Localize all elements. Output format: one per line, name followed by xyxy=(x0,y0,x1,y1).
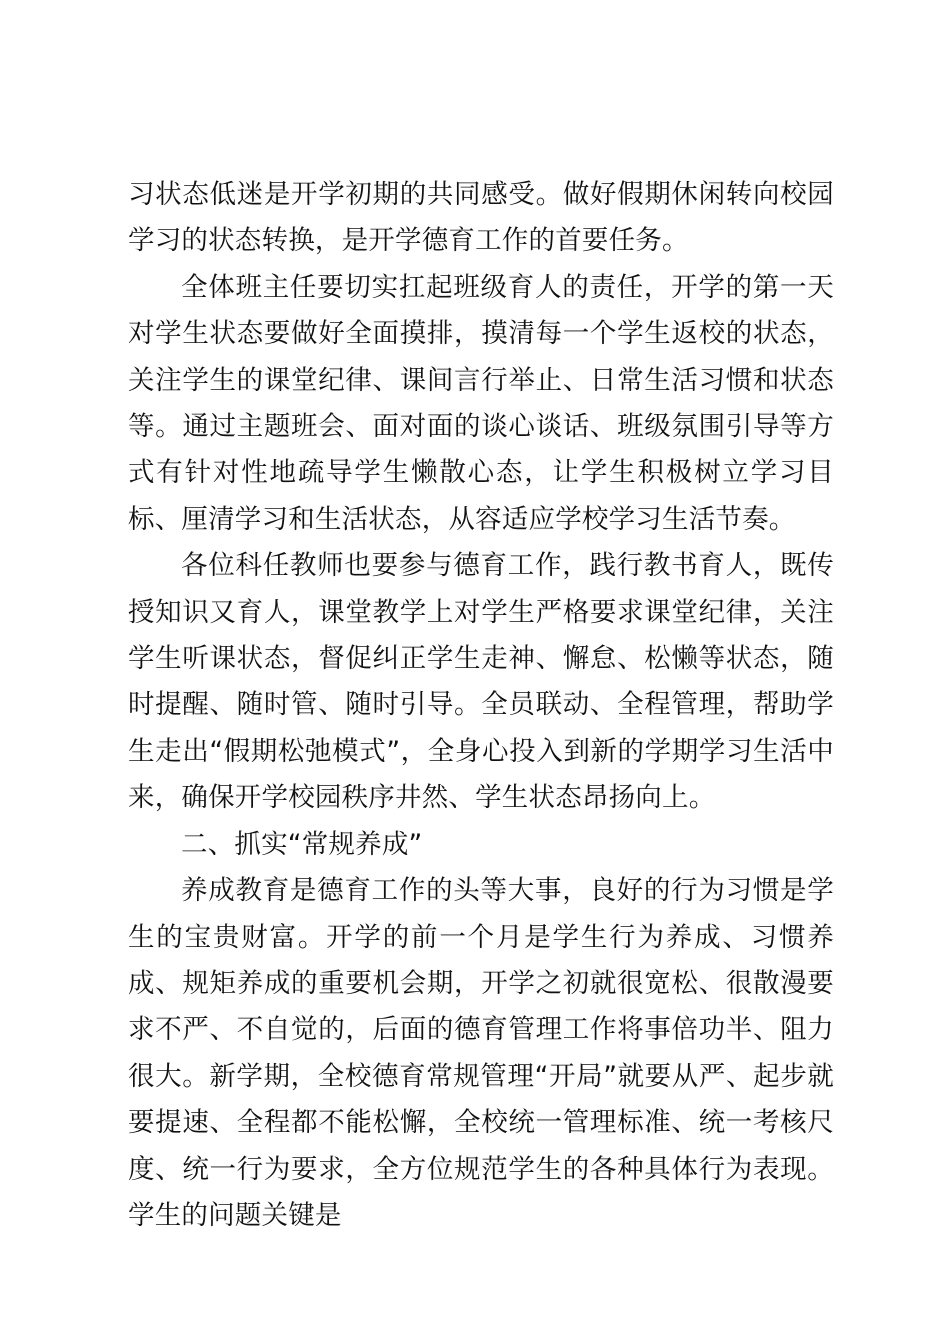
paragraph-1: 习状态低迷是开学初期的共同感受。做好假期休闲转向校园学习的状态转换，是开学德育工作的首要任务。 xyxy=(128,179,834,257)
document-body xyxy=(128,172,834,1239)
section-heading-2: 二、抓实“常规养成” xyxy=(181,828,423,860)
paragraph-2: 全体班主任要切实扛起班级育人的责任，开学的第一天对学生状态要做好全面摸排，摸清每一个学生返校的状态，关注学生的课堂纪律、课间言行举止、日常生活习惯和状态等。通过主题班会、面对面的谈心谈话、班级氛围引导等方式有针对性地疏导学生懒散心态，让学生积极树立学习目标、厘清学习和生活状态，从容适应学校学习生活节奏。 xyxy=(128,271,834,535)
paragraph-4: 养成教育是德育工作的头等大事，良好的行为习惯是学生的宝贵财富。开学的前一个月是学生行为养成、习惯养成、规矩养成的重要机会期，开学之初就很宽松、很散漫要求不严、不自觉的，后面的德育管理工作将事倍功半、阻力很大。新学期，全校德育常规管理“开局”就要从严、起步就要提速、全程都不能松懈，全校统一管理标准、统一考核尺度、统一行为要求，全方位规范学生的各种具体行为表现。学生的问题关键是 xyxy=(128,875,834,1231)
paragraph-3: 各位科任教师也要参与德育工作，践行教书育人，既传授知识又育人，课堂教学上对学生严格要求课堂纪律，关注学生听课状态，督促纠正学生走神、懈怠、松懒等状态，随时提醒、随时管、随时引导。全员联动、全程管理，帮助学生走出“假期松弛模式”，全身心投入到新的学期学习生活中来，确保开学校园秩序井然、学生状态昂扬向上。 xyxy=(128,550,834,814)
